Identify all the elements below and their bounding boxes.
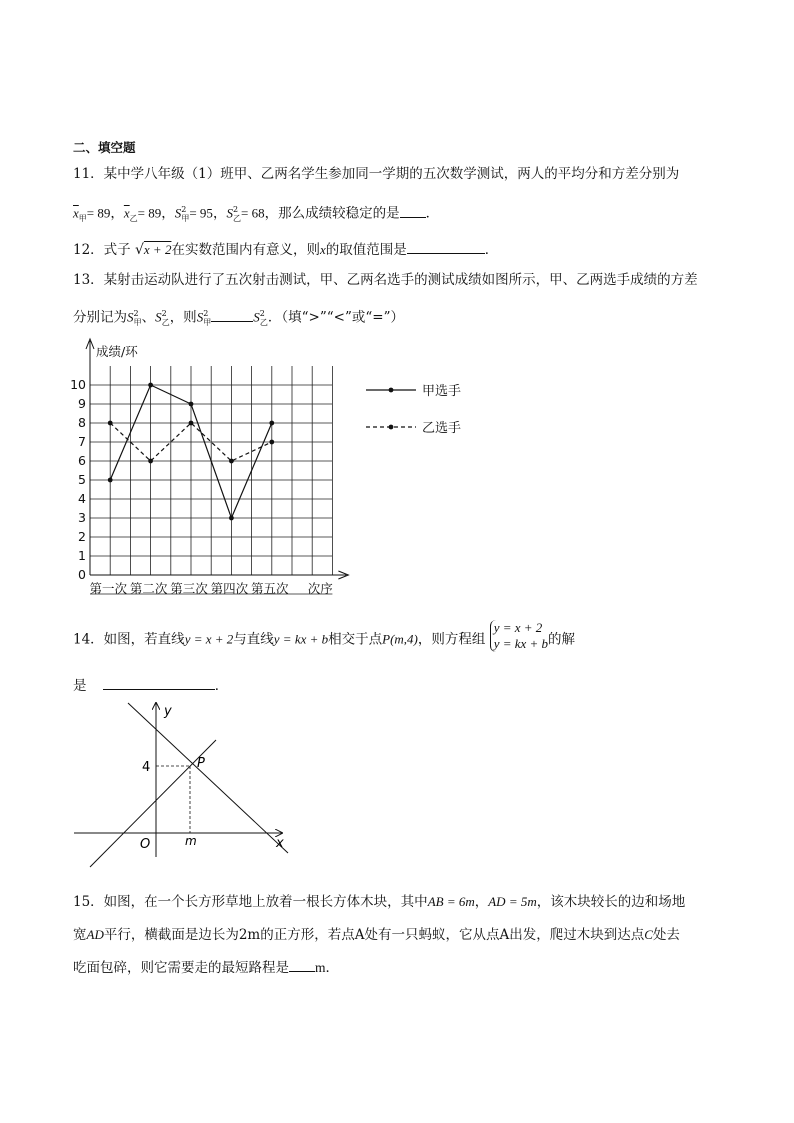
q14-end: ． xyxy=(214,678,229,694)
q13-line1: 13．某射击运动队进行了五次射击测试，甲、乙两名选手的测试成绩如图所示，甲、乙两选手成绩的方差 xyxy=(73,272,698,288)
q14-pre: 14．如图，若直线 xyxy=(73,631,185,648)
q14-answer-blank[interactable] xyxy=(103,675,215,690)
q11-sub-b2: 乙 xyxy=(233,214,242,224)
q15-ad2: AD xyxy=(86,927,104,942)
q14-sys1: y = x + 2 xyxy=(493,620,543,635)
x-axis-label: x xyxy=(276,836,284,851)
q13-sep: 、 xyxy=(141,309,156,326)
q11-var-b: = 68 xyxy=(241,205,265,221)
y-tick-label: 1 xyxy=(78,548,86,563)
q11-line1: 11．某中学八年级（1）班甲、乙两名学生参加同一学期的五次数学测试，两人的平均分和方差分别为 xyxy=(73,166,680,182)
y-axis-label: y xyxy=(164,704,172,719)
series-2-point xyxy=(269,440,274,445)
legend-marker-2 xyxy=(389,425,394,430)
q15-line2 xyxy=(73,925,680,945)
series-1-point xyxy=(229,516,234,521)
tick-4-label: 4 xyxy=(142,760,151,775)
q15-c: C xyxy=(644,927,653,942)
q14-sys2: y = kx + b xyxy=(493,636,549,651)
x-tick-label: 第五次 xyxy=(251,581,289,596)
q12-line xyxy=(73,239,498,260)
q14-eq1: y = x + 2 xyxy=(184,631,234,647)
q13-pre2: 分别记为 xyxy=(73,309,127,326)
q14-eq2: y = kx + b xyxy=(273,631,329,647)
y-tick-label: 2 xyxy=(78,529,86,544)
q12-answer-blank[interactable] xyxy=(407,239,485,254)
q13-post2: ．（填“>”“<”或“=”） xyxy=(267,309,404,326)
q13-sub-b2: 乙 xyxy=(259,318,268,328)
q14-mid2: 相交于点 xyxy=(328,631,383,648)
y-tick-label: 3 xyxy=(78,510,86,525)
legend-label-1: 甲选手 xyxy=(422,384,462,399)
q15-ab: AB = 6m xyxy=(427,894,475,909)
point-p-label: P xyxy=(197,756,205,771)
q15-answer-blank[interactable] xyxy=(289,957,315,972)
series-2-point xyxy=(229,459,234,464)
legend-label-2: 乙选手 xyxy=(422,421,462,436)
y-tick-label: 9 xyxy=(78,396,86,411)
origin-label: O xyxy=(140,837,151,852)
q12-end: ． xyxy=(484,242,499,258)
q15-line2-b: 平行，横截面是边长为2m的正方形，若点A处有一只蚂蚁，它从点A出发，爬过木块到达点 xyxy=(103,927,645,943)
q13-sub-a2: 甲 xyxy=(203,318,212,328)
q11-answer-blank[interactable] xyxy=(400,203,426,218)
q14-line2 xyxy=(73,675,228,696)
x-tick-label: 第三次 xyxy=(170,581,208,596)
tick-m-label: m xyxy=(185,834,197,848)
q11-sub-b: 乙 xyxy=(129,214,138,224)
series-2-point xyxy=(148,459,153,464)
score-line-chart xyxy=(60,335,480,605)
q14-post: 的解 xyxy=(548,631,576,648)
q14-point: P(m,4) xyxy=(382,631,418,647)
q15-line2-c: 处去 xyxy=(652,927,680,943)
x-axis-title: 次序 xyxy=(307,581,333,596)
q11-sub-a2: 甲 xyxy=(181,214,190,224)
q11-sep2: ， xyxy=(161,205,175,222)
series-1-point xyxy=(148,383,153,388)
series-1-point xyxy=(108,478,113,483)
q14-system xyxy=(490,620,548,652)
q13-sub-a: 甲 xyxy=(133,318,142,328)
x-tick-label: 第一次 xyxy=(89,581,127,596)
q13-sub-b: 乙 xyxy=(161,318,170,328)
q14-line-figure xyxy=(60,695,300,885)
series-1-point xyxy=(269,421,274,426)
q15-line1-b: ，该木块较长的边和场地 xyxy=(536,894,686,910)
legend-marker-1 xyxy=(389,388,394,393)
y-tick-label: 8 xyxy=(78,415,86,430)
q12-var: x xyxy=(319,242,326,257)
q14-line1 xyxy=(73,620,576,652)
series-2-point xyxy=(108,421,113,426)
q12-post: 的取值范围是 xyxy=(325,242,407,258)
y-tick-label: 10 xyxy=(70,377,86,392)
series-1-point xyxy=(189,402,194,407)
y-tick-label: 6 xyxy=(78,453,86,468)
sqrt-icon: √ xyxy=(134,242,144,258)
q13-line2: 分别记为$S^2_甲$、$S^2_乙$，则$S^2_甲$ $S^2_乙$．（填“>”“<”或“=”） xyxy=(73,304,404,333)
q15-ad: AD = 5m xyxy=(488,894,537,909)
q12-pre: 12．式子 xyxy=(73,242,131,258)
q11-sep1: ， xyxy=(110,205,124,222)
y-axis-title: 成绩/环 xyxy=(96,344,138,359)
q11-end: ． xyxy=(425,205,440,222)
q11-sub-a: 甲 xyxy=(78,214,87,224)
q11-line2: $\overline{x}_甲= 89$，$\overline{x}_乙= 89$，$S^2_甲= 95$，$S^2_乙= 68$，那么成绩较稳定的是 ． xyxy=(73,200,439,229)
q14-mid3: ，则方程组 xyxy=(417,631,486,648)
q11-mean-b: = 89 xyxy=(137,205,162,221)
q11-var-a: = 95 xyxy=(189,205,213,221)
series-2-point xyxy=(189,421,194,426)
q15-line3-b: m xyxy=(315,960,326,975)
q15-line3 xyxy=(73,957,339,978)
q15-line1 xyxy=(73,892,685,912)
x-tick-label: 第二次 xyxy=(129,581,168,596)
q13-mid2: ，则 xyxy=(169,309,197,326)
q11-sep3: ， xyxy=(212,205,227,222)
line-kx-b xyxy=(128,703,288,853)
q14-line2-text: 是 xyxy=(73,678,87,694)
q15-line1-a: 15．如图，在一个长方形草地上放着一根长方体木块，其中 xyxy=(73,894,428,910)
q11-tail: ，那么成绩较稳定的是 xyxy=(264,205,400,222)
q12-radicand: x + 2 xyxy=(143,242,172,257)
x-tick-label: 第四次 xyxy=(210,581,249,596)
section-title: 二、填空题 xyxy=(73,140,136,155)
q15-sep: ， xyxy=(474,894,489,910)
y-tick-label: 5 xyxy=(78,472,86,487)
q14-mid1: 与直线 xyxy=(233,631,274,648)
y-tick-label: 4 xyxy=(78,491,86,506)
q12-mid: 在实数范围内有意义，则 xyxy=(171,242,320,258)
q13-answer-blank[interactable] xyxy=(211,307,253,322)
y-tick-label: 0 xyxy=(78,567,86,582)
q15-end: ． xyxy=(325,960,340,976)
y-tick-label: 7 xyxy=(78,434,86,449)
q11-mean-a: = 89 xyxy=(86,205,111,221)
q15-line2-a: 宽 xyxy=(73,927,87,943)
q15-line3-a: 吃面包碎，则它需要走的最短路程是 xyxy=(73,960,289,976)
